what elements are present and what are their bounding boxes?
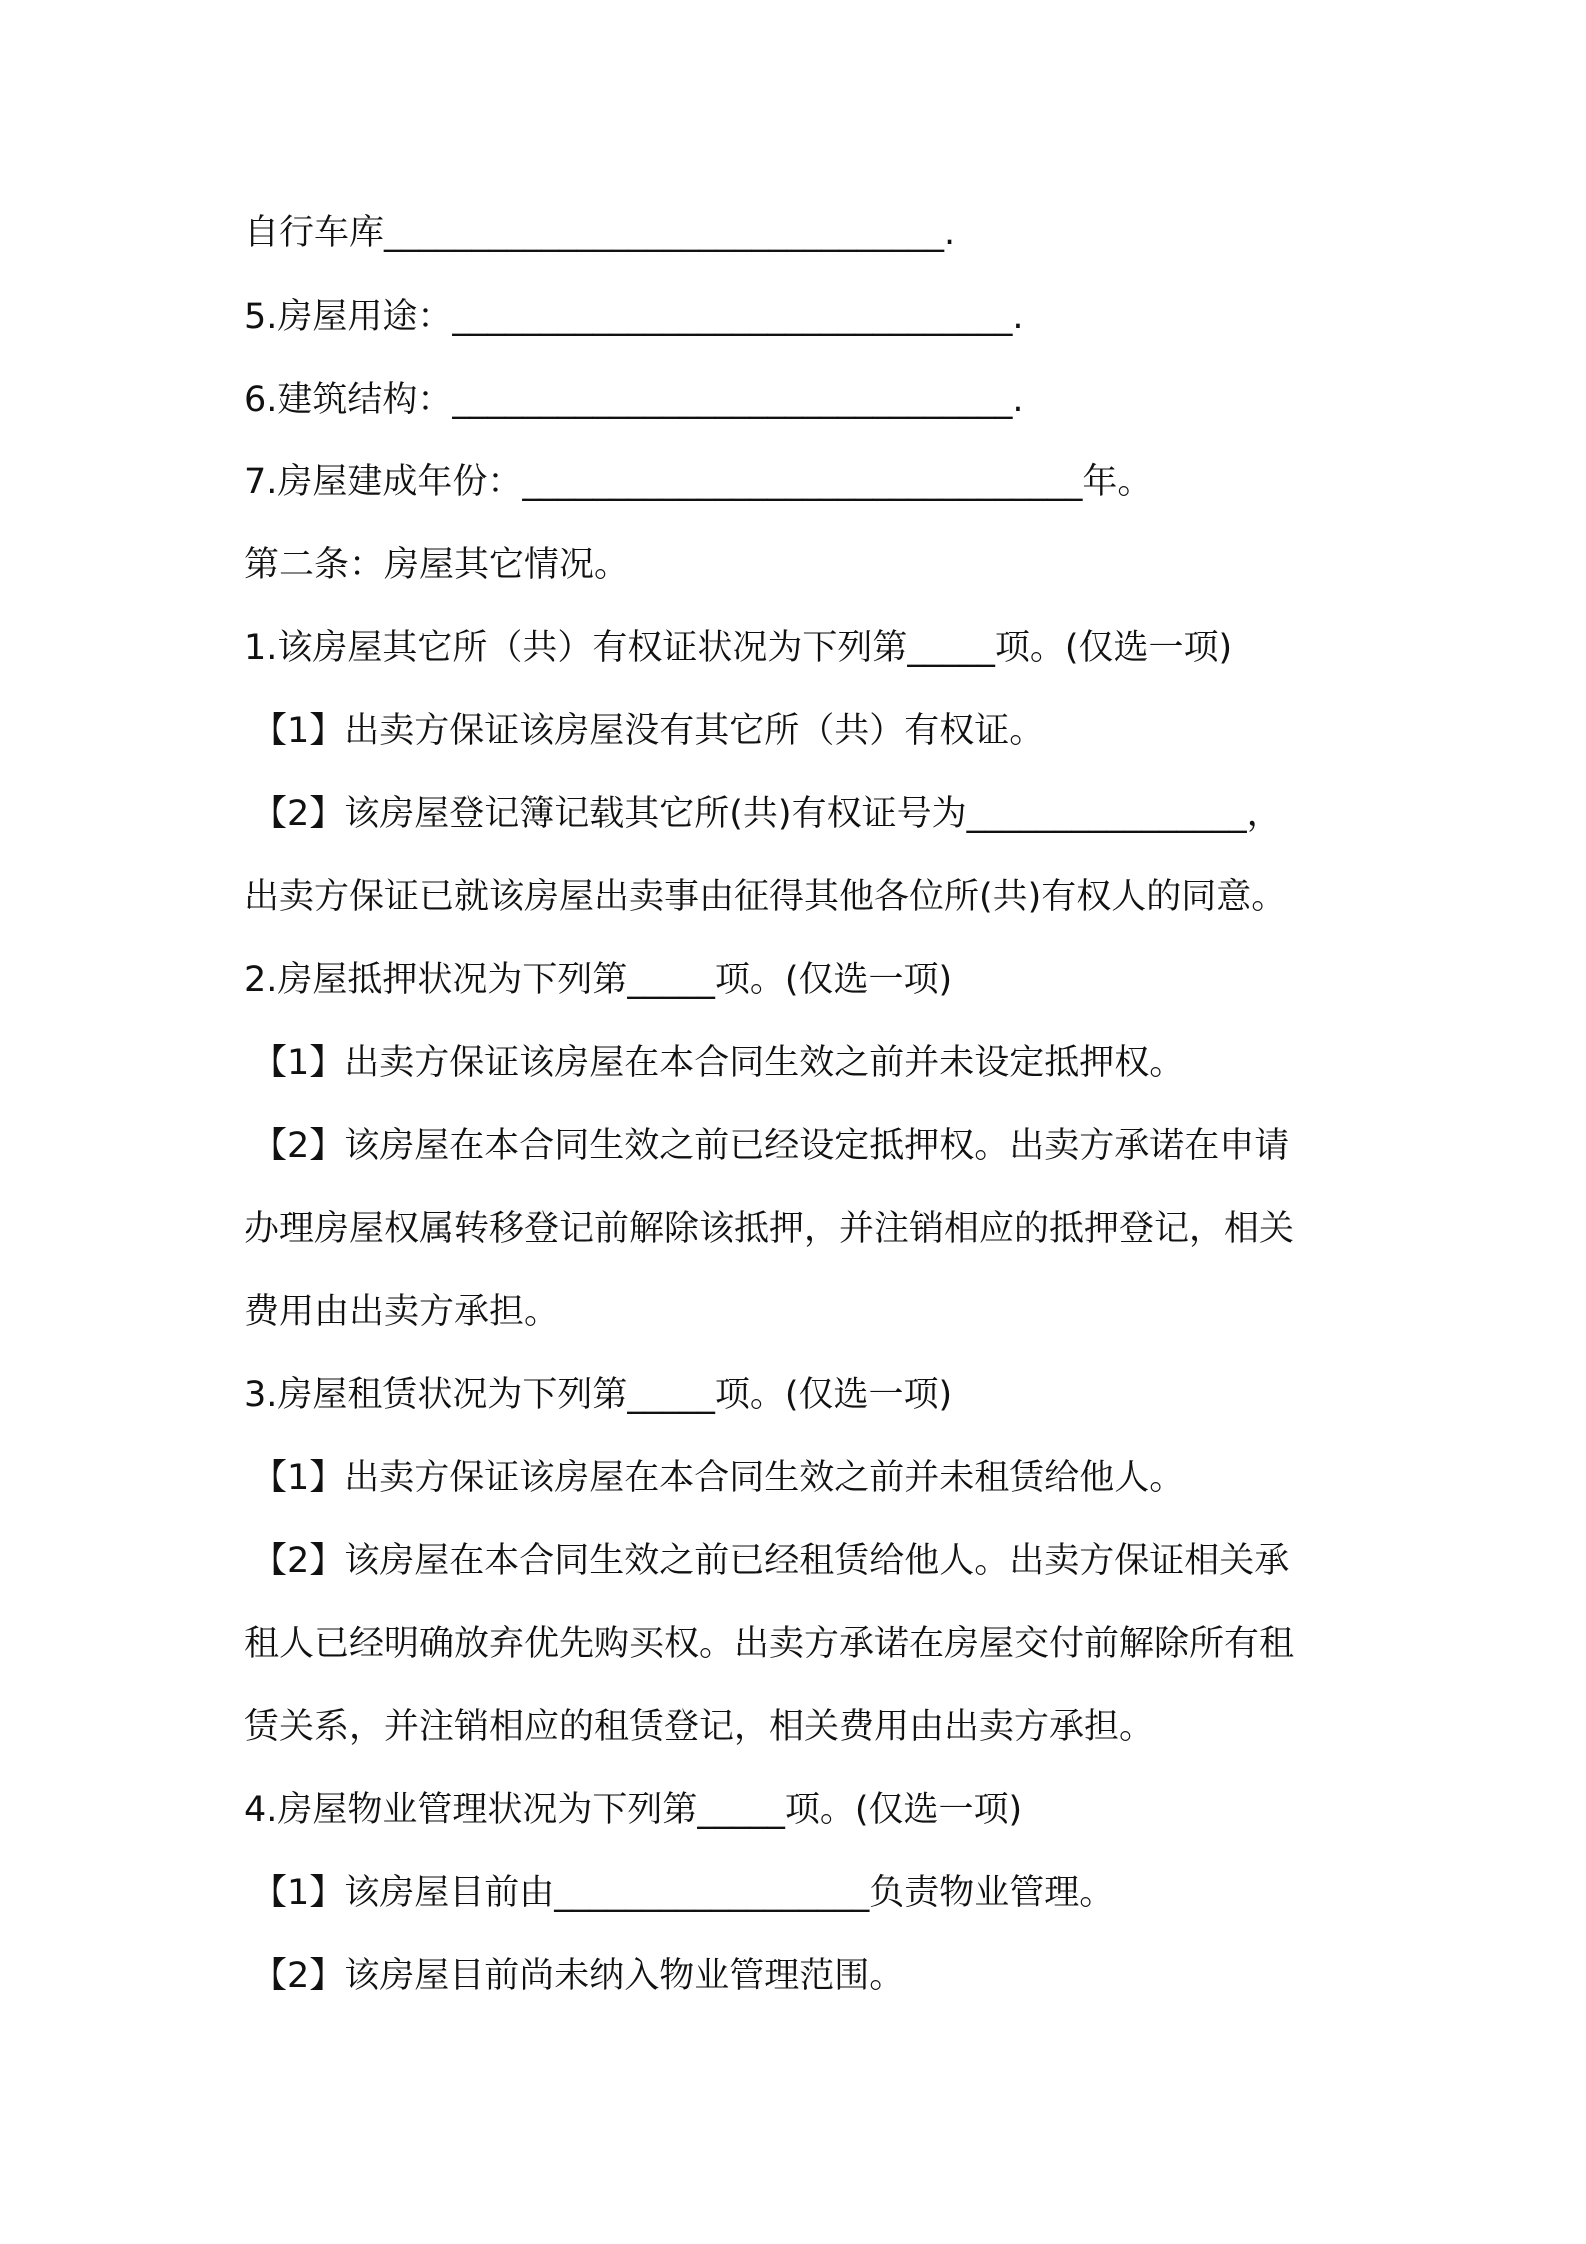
- mortgage-option-2: 【2】该房屋在本合同生效之前已经设定抵押权。出卖方承诺在申请: [252, 1126, 1290, 1166]
- property-management-option-2: 【2】该房屋目前尚未纳入物业管理范围。: [252, 1956, 905, 1996]
- mortgage-question: 2.房屋抵押状况为下列第_____项。(仅选一项): [244, 960, 953, 1000]
- lease-option-2: 【2】该房屋在本合同生效之前已经租赁给他人。出卖方保证相关承: [252, 1541, 1290, 1581]
- lease-question: 3.房屋租赁状况为下列第_____项。(仅选一项): [244, 1375, 953, 1415]
- lease-option-1: 【1】出卖方保证该房屋在本合同生效之前并未租赁给他人。: [252, 1458, 1185, 1498]
- lease-option-2-continued: 租人已经明确放弃优先购买权。出卖方承诺在房屋交付前解除所有租: [244, 1624, 1295, 1664]
- garage-line: 自行车库________________________________.: [244, 213, 956, 253]
- mortgage-option-2-continued: 办理房屋权属转移登记前解除该抵押，并注销相应的抵押登记，相关: [244, 1209, 1295, 1249]
- build-year-line: 7.房屋建成年份：________________________________年。: [244, 462, 1153, 502]
- ownership-option-1: 【1】出卖方保证该房屋没有其它所（共）有权证。: [252, 711, 1045, 751]
- building-structure-line: 6.建筑结构：________________________________.: [244, 380, 1024, 420]
- property-management-question: 4.房屋物业管理状况为下列第_____项。(仅选一项): [244, 1790, 1023, 1830]
- ownership-cert-question: 1.该房屋其它所（共）有权证状况为下列第_____项。(仅选一项): [244, 628, 1233, 668]
- ownership-option-2: 【2】该房屋登记簿记载其它所(共)有权证号为________________，: [252, 794, 1282, 834]
- article-two-heading: 第二条：房屋其它情况。: [244, 545, 630, 585]
- ownership-option-2-continued: 出卖方保证已就该房屋出卖事由征得其他各位所(共)有权人的同意。: [244, 877, 1287, 917]
- house-use-line: 5.房屋用途：________________________________.: [244, 297, 1024, 337]
- lease-option-2-end: 赁关系，并注销相应的租赁登记，相关费用由出卖方承担。: [244, 1707, 1155, 1747]
- mortgage-option-1: 【1】出卖方保证该房屋在本合同生效之前并未设定抵押权。: [252, 1043, 1185, 1083]
- property-management-option-1: 【1】该房屋目前由__________________负责物业管理。: [252, 1873, 1115, 1913]
- mortgage-option-2-end: 费用由出卖方承担。: [244, 1292, 560, 1332]
